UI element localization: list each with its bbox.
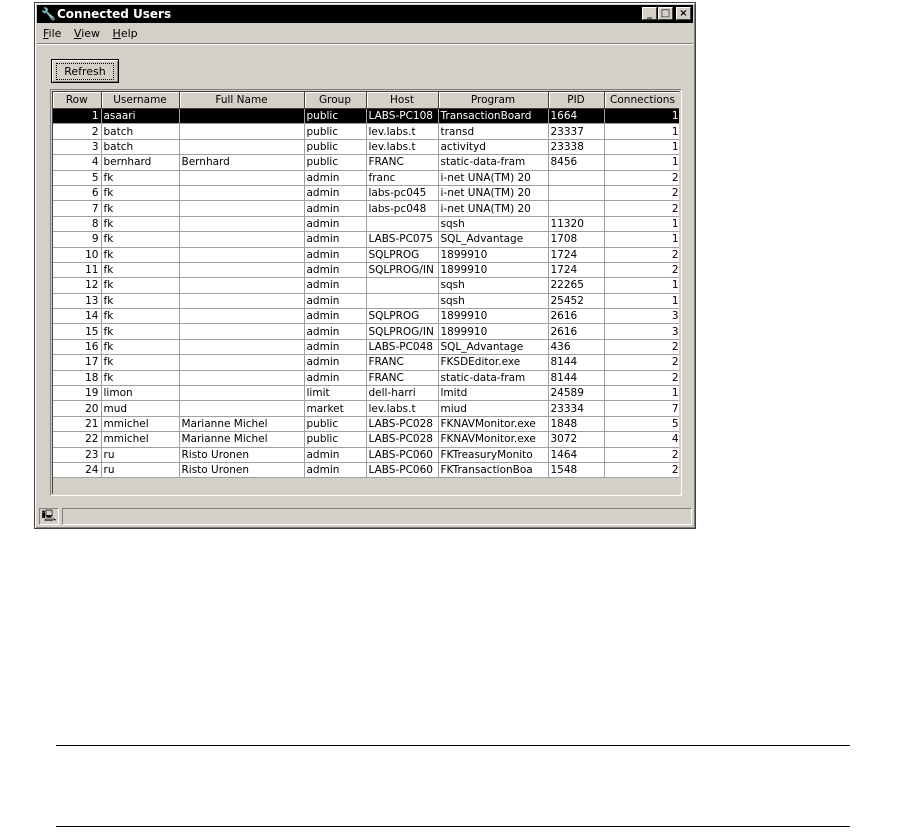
maximize-button[interactable]: □ [658, 7, 673, 20]
table-row[interactable] [53, 109, 680, 124]
table-cell-group: admin [304, 232, 366, 247]
table-cell-row: 24 [53, 462, 101, 477]
table-cell-group: public [304, 139, 366, 154]
table-cell-host: FRANC [366, 355, 438, 370]
table-cell-connections: 1 [604, 155, 680, 170]
table-cell-full-name [179, 355, 304, 370]
table-cell-row: 9 [53, 232, 101, 247]
users-table [53, 92, 680, 478]
table-cell-host: labs-pc048 [366, 201, 438, 216]
menu-file[interactable]: File [43, 27, 62, 40]
table-cell-username: mud [101, 401, 179, 416]
column-header-username[interactable]: Username [101, 92, 179, 109]
table-row[interactable] [53, 447, 680, 462]
table-cell-program: 1899910 [438, 262, 548, 277]
table-cell-pid: 2616 [548, 309, 604, 324]
table-cell-program: sqsh [438, 293, 548, 308]
table-cell-full-name [179, 232, 304, 247]
table-cell-row: 4 [53, 155, 101, 170]
table-cell-program: miud [438, 401, 548, 416]
table-cell-username: batch [101, 124, 179, 139]
table-cell-full-name: Risto Uronen [179, 447, 304, 462]
table-cell-username: fk [101, 201, 179, 216]
connected-users-window [34, 2, 696, 529]
table-cell-connections: 2 [604, 185, 680, 200]
table-cell-host: lev.labs.t [366, 124, 438, 139]
table-cell-group: public [304, 124, 366, 139]
table-row[interactable] [53, 324, 680, 339]
table-cell-group: admin [304, 278, 366, 293]
table-row[interactable] [53, 401, 680, 416]
table-cell-host: LABS-PC028 [366, 416, 438, 431]
table-cell-group: limit [304, 386, 366, 401]
table-row[interactable] [53, 309, 680, 324]
table-cell-host [366, 293, 438, 308]
table-cell-host: LABS-PC075 [366, 232, 438, 247]
table-cell-program: FKSDEditor.exe [438, 355, 548, 370]
table-row[interactable] [53, 201, 680, 216]
table-cell-host: lev.labs.t [366, 139, 438, 154]
table-cell-host [366, 278, 438, 293]
table-cell-pid: 8144 [548, 355, 604, 370]
table-cell-group: admin [304, 462, 366, 477]
users-grid-frame [50, 89, 682, 496]
table-cell-group: admin [304, 339, 366, 354]
column-header-host[interactable]: Host [366, 92, 438, 109]
table-cell-group: public [304, 155, 366, 170]
menu-view[interactable]: View [73, 27, 101, 40]
table-cell-pid: 1724 [548, 262, 604, 277]
table-cell-row: 19 [53, 386, 101, 401]
table-cell-full-name [179, 324, 304, 339]
table-cell-host: SQLPROG [366, 309, 438, 324]
table-cell-connections: 3 [604, 309, 680, 324]
table-row[interactable] [53, 293, 680, 308]
column-header-full-name[interactable]: Full Name [179, 92, 304, 109]
status-bar [37, 506, 693, 526]
table-cell-full-name [179, 139, 304, 154]
table-cell-pid: 1848 [548, 416, 604, 431]
table-cell-pid: 1724 [548, 247, 604, 262]
table-cell-program: SQL_Advantage [438, 339, 548, 354]
table-cell-full-name: Risto Uronen [179, 462, 304, 477]
table-cell-full-name [179, 216, 304, 231]
table-cell-connections: 1 [604, 109, 680, 124]
table-cell-program: static-data-fram [438, 370, 548, 385]
table-cell-row: 22 [53, 432, 101, 447]
table-cell-program: sqsh [438, 278, 548, 293]
table-cell-full-name [179, 201, 304, 216]
table-cell-username: mmichel [101, 416, 179, 431]
table-cell-group: admin [304, 262, 366, 277]
table-cell-row: 13 [53, 293, 101, 308]
divider-line-top [56, 745, 850, 746]
table-cell-group: admin [304, 309, 366, 324]
table-cell-full-name [179, 370, 304, 385]
table-cell-pid: 22265 [548, 278, 604, 293]
table-cell-host: LABS-PC108 [366, 109, 438, 124]
table-cell-row: 5 [53, 170, 101, 185]
table-cell-row: 17 [53, 355, 101, 370]
table-cell-connections: 1 [604, 139, 680, 154]
table-cell-pid [548, 201, 604, 216]
table-cell-pid: 3072 [548, 432, 604, 447]
close-button[interactable]: × [676, 7, 691, 20]
table-cell-host: SQLPROG/IN [366, 324, 438, 339]
table-cell-connections: 3 [604, 324, 680, 339]
table-cell-program: transd [438, 124, 548, 139]
table-cell-pid: 25452 [548, 293, 604, 308]
table-cell-row: 16 [53, 339, 101, 354]
table-cell-connections: 1 [604, 232, 680, 247]
column-header-group[interactable]: Group [304, 92, 366, 109]
minimize-button[interactable]: _ [642, 7, 657, 20]
table-cell-full-name [179, 262, 304, 277]
table-cell-host: FRANC [366, 370, 438, 385]
table-cell-connections: 2 [604, 447, 680, 462]
table-cell-row: 18 [53, 370, 101, 385]
table-cell-username: fk [101, 309, 179, 324]
table-cell-username: fk [101, 262, 179, 277]
table-cell-full-name: Marianne Michel [179, 416, 304, 431]
table-cell-program: i-net UNA(TM) 20 [438, 170, 548, 185]
table-cell-username: batch [101, 139, 179, 154]
table-cell-host: lev.labs.t [366, 401, 438, 416]
table-cell-host: LABS-PC060 [366, 447, 438, 462]
table-cell-connections: 2 [604, 339, 680, 354]
table-cell-program: FKNAVMonitor.exe [438, 416, 548, 431]
table-cell-pid: 8456 [548, 155, 604, 170]
table-cell-group: public [304, 416, 366, 431]
table-cell-host: FRANC [366, 155, 438, 170]
table-cell-username: asaari [101, 109, 179, 124]
table-cell-program: i-net UNA(TM) 20 [438, 201, 548, 216]
table-cell-program: 1899910 [438, 247, 548, 262]
table-cell-connections: 4 [604, 432, 680, 447]
table-cell-pid: 23334 [548, 401, 604, 416]
table-cell-row: 7 [53, 201, 101, 216]
column-header-pid[interactable]: PID [548, 92, 604, 109]
table-cell-full-name [179, 293, 304, 308]
table-cell-connections: 7 [604, 401, 680, 416]
table-cell-row: 3 [53, 139, 101, 154]
table-cell-program: static-data-fram [438, 155, 548, 170]
computer-icon: 🖳 [39, 508, 59, 525]
table-cell-username: limon [101, 386, 179, 401]
table-cell-username: ru [101, 447, 179, 462]
table-cell-row: 20 [53, 401, 101, 416]
table-cell-program: i-net UNA(TM) 20 [438, 185, 548, 200]
table-cell-program: TransactionBoard [438, 109, 548, 124]
table-cell-username: mmichel [101, 432, 179, 447]
status-text [62, 508, 692, 525]
table-cell-row: 12 [53, 278, 101, 293]
table-cell-connections: 1 [604, 293, 680, 308]
table-cell-row: 15 [53, 324, 101, 339]
table-cell-host: labs-pc045 [366, 185, 438, 200]
table-cell-full-name [179, 109, 304, 124]
table-header-row [53, 92, 680, 109]
table-cell-row: 2 [53, 124, 101, 139]
table-cell-group: admin [304, 293, 366, 308]
table-cell-full-name [179, 339, 304, 354]
table-row[interactable] [53, 278, 680, 293]
table-cell-pid: 8144 [548, 370, 604, 385]
column-header-row[interactable]: Row [53, 92, 101, 109]
table-cell-host [366, 216, 438, 231]
divider-line-bottom [56, 826, 850, 827]
table-cell-host: SQLPROG [366, 247, 438, 262]
table-row[interactable] [53, 262, 680, 277]
title-bar[interactable] [37, 5, 693, 23]
table-cell-row: 6 [53, 185, 101, 200]
table-cell-group: admin [304, 170, 366, 185]
table-cell-connections: 2 [604, 370, 680, 385]
table-cell-full-name [179, 185, 304, 200]
table-cell-pid: 1548 [548, 462, 604, 477]
table-cell-username: fk [101, 293, 179, 308]
table-cell-program: FKNAVMonitor.exe [438, 432, 548, 447]
table-cell-row: 1 [53, 109, 101, 124]
table-cell-full-name [179, 386, 304, 401]
table-cell-username: fk [101, 170, 179, 185]
table-cell-program: FKTreasuryMonito [438, 447, 548, 462]
table-cell-group: admin [304, 370, 366, 385]
table-cell-group: admin [304, 201, 366, 216]
table-row[interactable] [53, 386, 680, 401]
table-cell-connections: 5 [604, 416, 680, 431]
table-cell-host: SQLPROG/IN [366, 262, 438, 277]
table-cell-connections: 2 [604, 201, 680, 216]
table-cell-connections: 2 [604, 355, 680, 370]
table-cell-program: activityd [438, 139, 548, 154]
table-row[interactable] [53, 432, 680, 447]
table-cell-pid: 1464 [548, 447, 604, 462]
table-row[interactable] [53, 339, 680, 354]
table-cell-group: admin [304, 185, 366, 200]
table-cell-username: fk [101, 185, 179, 200]
table-row[interactable] [53, 124, 680, 139]
table-cell-host: LABS-PC048 [366, 339, 438, 354]
column-header-connections[interactable]: Connections [604, 92, 680, 109]
table-cell-group: market [304, 401, 366, 416]
table-cell-full-name [179, 170, 304, 185]
table-cell-connections: 1 [604, 124, 680, 139]
table-cell-host: franc [366, 170, 438, 185]
refresh-button[interactable] [51, 59, 119, 83]
table-row[interactable] [53, 216, 680, 231]
table-cell-pid [548, 185, 604, 200]
table-cell-full-name [179, 278, 304, 293]
table-cell-full-name [179, 124, 304, 139]
table-cell-pid: 23337 [548, 124, 604, 139]
table-cell-full-name [179, 309, 304, 324]
table-cell-row: 10 [53, 247, 101, 262]
table-cell-program: FKTransactionBoa [438, 462, 548, 477]
table-cell-username: fk [101, 324, 179, 339]
table-cell-group: admin [304, 216, 366, 231]
column-header-program[interactable]: Program [438, 92, 548, 109]
table-cell-pid: 1708 [548, 232, 604, 247]
table-cell-host: LABS-PC028 [366, 432, 438, 447]
table-row[interactable] [53, 155, 680, 170]
table-row[interactable] [53, 247, 680, 262]
table-cell-row: 21 [53, 416, 101, 431]
table-cell-username: ru [101, 462, 179, 477]
table-cell-username: fk [101, 370, 179, 385]
table-cell-program: SQL_Advantage [438, 232, 548, 247]
table-cell-connections: 1 [604, 386, 680, 401]
table-row[interactable] [53, 370, 680, 385]
table-cell-row: 14 [53, 309, 101, 324]
table-row[interactable] [53, 355, 680, 370]
table-cell-row: 8 [53, 216, 101, 231]
table-cell-host: LABS-PC060 [366, 462, 438, 477]
table-cell-pid: 11320 [548, 216, 604, 231]
table-cell-username: bernhard [101, 155, 179, 170]
table-cell-full-name: Marianne Michel [179, 432, 304, 447]
table-cell-connections: 1 [604, 216, 680, 231]
table-cell-group: admin [304, 355, 366, 370]
table-cell-program: lmitd [438, 386, 548, 401]
table-row[interactable] [53, 232, 680, 247]
table-cell-username: fk [101, 247, 179, 262]
table-row[interactable] [53, 170, 680, 185]
table-cell-group: admin [304, 324, 366, 339]
table-cell-username: fk [101, 232, 179, 247]
table-cell-connections: 2 [604, 247, 680, 262]
table-row[interactable] [53, 185, 680, 200]
table-row[interactable] [53, 416, 680, 431]
menu-bar [39, 25, 143, 43]
table-cell-row: 23 [53, 447, 101, 462]
table-cell-pid: 1664 [548, 109, 604, 124]
table-cell-full-name [179, 247, 304, 262]
table-cell-username: fk [101, 339, 179, 354]
table-cell-connections: 1 [604, 278, 680, 293]
table-cell-pid: 23338 [548, 139, 604, 154]
table-cell-program: 1899910 [438, 324, 548, 339]
table-cell-connections: 2 [604, 462, 680, 477]
refresh-label: Refresh [56, 63, 114, 80]
users-grid[interactable] [52, 91, 680, 494]
table-row[interactable] [53, 139, 680, 154]
table-cell-group: admin [304, 247, 366, 262]
table-cell-host: dell-harri [366, 386, 438, 401]
table-cell-pid: 436 [548, 339, 604, 354]
table-cell-username: fk [101, 355, 179, 370]
table-cell-group: public [304, 432, 366, 447]
table-cell-full-name [179, 401, 304, 416]
table-cell-pid: 24589 [548, 386, 604, 401]
table-row[interactable] [53, 462, 680, 477]
table-cell-full-name: Bernhard [179, 155, 304, 170]
table-cell-pid: 2616 [548, 324, 604, 339]
table-cell-group: public [304, 109, 366, 124]
table-cell-username: fk [101, 216, 179, 231]
menu-divider [37, 43, 693, 45]
menu-help[interactable]: Help [112, 27, 138, 40]
table-cell-row: 11 [53, 262, 101, 277]
table-cell-program: sqsh [438, 216, 548, 231]
table-cell-connections: 2 [604, 170, 680, 185]
table-cell-group: admin [304, 447, 366, 462]
window-title: Connected Users [57, 7, 172, 21]
table-cell-username: fk [101, 278, 179, 293]
wrench-icon: 🔧 [41, 7, 56, 21]
table-cell-pid [548, 170, 604, 185]
table-cell-program: 1899910 [438, 309, 548, 324]
table-cell-connections: 2 [604, 262, 680, 277]
